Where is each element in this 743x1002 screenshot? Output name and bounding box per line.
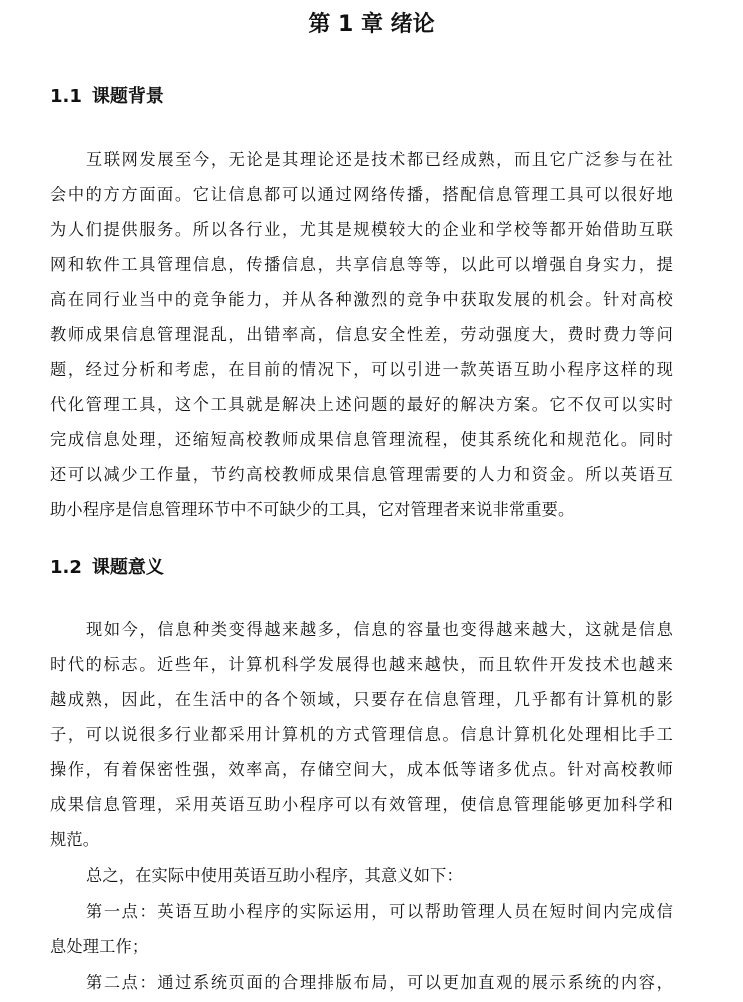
text-line: 高在同行业当中的竞争能力，并从各种激烈的竞争中获取发展的机会。针对高校 <box>50 290 673 309</box>
text-line: 完成信息处理，还缩短高校教师成果信息管理流程，使其系统化和规范化。同时 <box>50 430 673 449</box>
text-line: 子，可以说很多行业都采用计算机的方式管理信息。信息计算机化处理相比手工 <box>50 725 673 744</box>
text-line: 操作，有着保密性强，效率高，存储空间大，成本低等诸多优点。针对高校教师 <box>50 760 673 779</box>
text-line: 成果信息管理，采用英语互助小程序可以有效管理，使信息管理能够更加科学和 <box>50 795 673 814</box>
section-title: 课题背景 <box>91 86 164 107</box>
chapter-title: 第 1 章 绪论 <box>308 12 435 37</box>
text-line: 时代的标志。近些年，计算机科学发展得也越来越快，而且软件开发技术也越来 <box>50 655 673 674</box>
text-line: 现如今，信息种类变得越来越多，信息的容量也变得越来越大，这就是信息 <box>86 620 673 639</box>
text-line: 规范。 <box>50 830 100 849</box>
text-line: 为人们提供服务。所以各行业，尤其是规模较大的企业和学校等都开始借助互联 <box>50 220 673 239</box>
text-line: 助小程序是信息管理环节中不可缺少的工具，它对管理者来说非常重要。 <box>50 500 575 519</box>
text-line: 代化管理工具，这个工具就是解决上述问题的最好的解决方案。它不仅可以实时 <box>50 395 673 414</box>
section-heading-1-2 <box>50 554 164 582</box>
text-line: 越成熟，因此，在生活中的各个领域，只要存在信息管理，几乎都有计算机的影 <box>50 690 673 709</box>
section-title: 课题意义 <box>91 557 164 578</box>
text-line: 会中的方方面面。它让信息都可以通过网络传播，搭配信息管理工具可以很好地 <box>50 185 673 204</box>
text-line: 第一点：英语互助小程序的实际运用，可以帮助管理人员在短时间内完成信 <box>86 902 673 921</box>
section-number: 1.1 <box>50 86 82 107</box>
text-line: 题，经过分析和考虑，在目前的情况下，可以引进一款英语互助小程序这样的现 <box>50 360 673 379</box>
text-line: 网和软件工具管理信息，传播信息，共享信息等等，以此可以增强自身实力，提 <box>50 255 673 274</box>
text-line: 教师成果信息管理混乱，出错率高，信息安全性差，劳动强度大，费时费力等问 <box>50 325 673 344</box>
text-line: 还可以减少工作量，节约高校教师成果信息管理需要的人力和资金。所以英语互 <box>50 465 673 484</box>
section-heading-1-1 <box>50 83 164 111</box>
text-line: 息处理工作； <box>50 937 149 956</box>
text-line: 第二点：通过系统页面的合理排版布局，可以更加直观的展示系统的内容， <box>86 973 673 992</box>
text-line: 总之，在实际中使用英语互助小程序，其意义如下： <box>86 866 463 885</box>
text-line: 互联网发展至今，无论是其理论还是技术都已经成熟，而且它广泛参与在社 <box>86 150 673 169</box>
section-number: 1.2 <box>50 557 82 578</box>
